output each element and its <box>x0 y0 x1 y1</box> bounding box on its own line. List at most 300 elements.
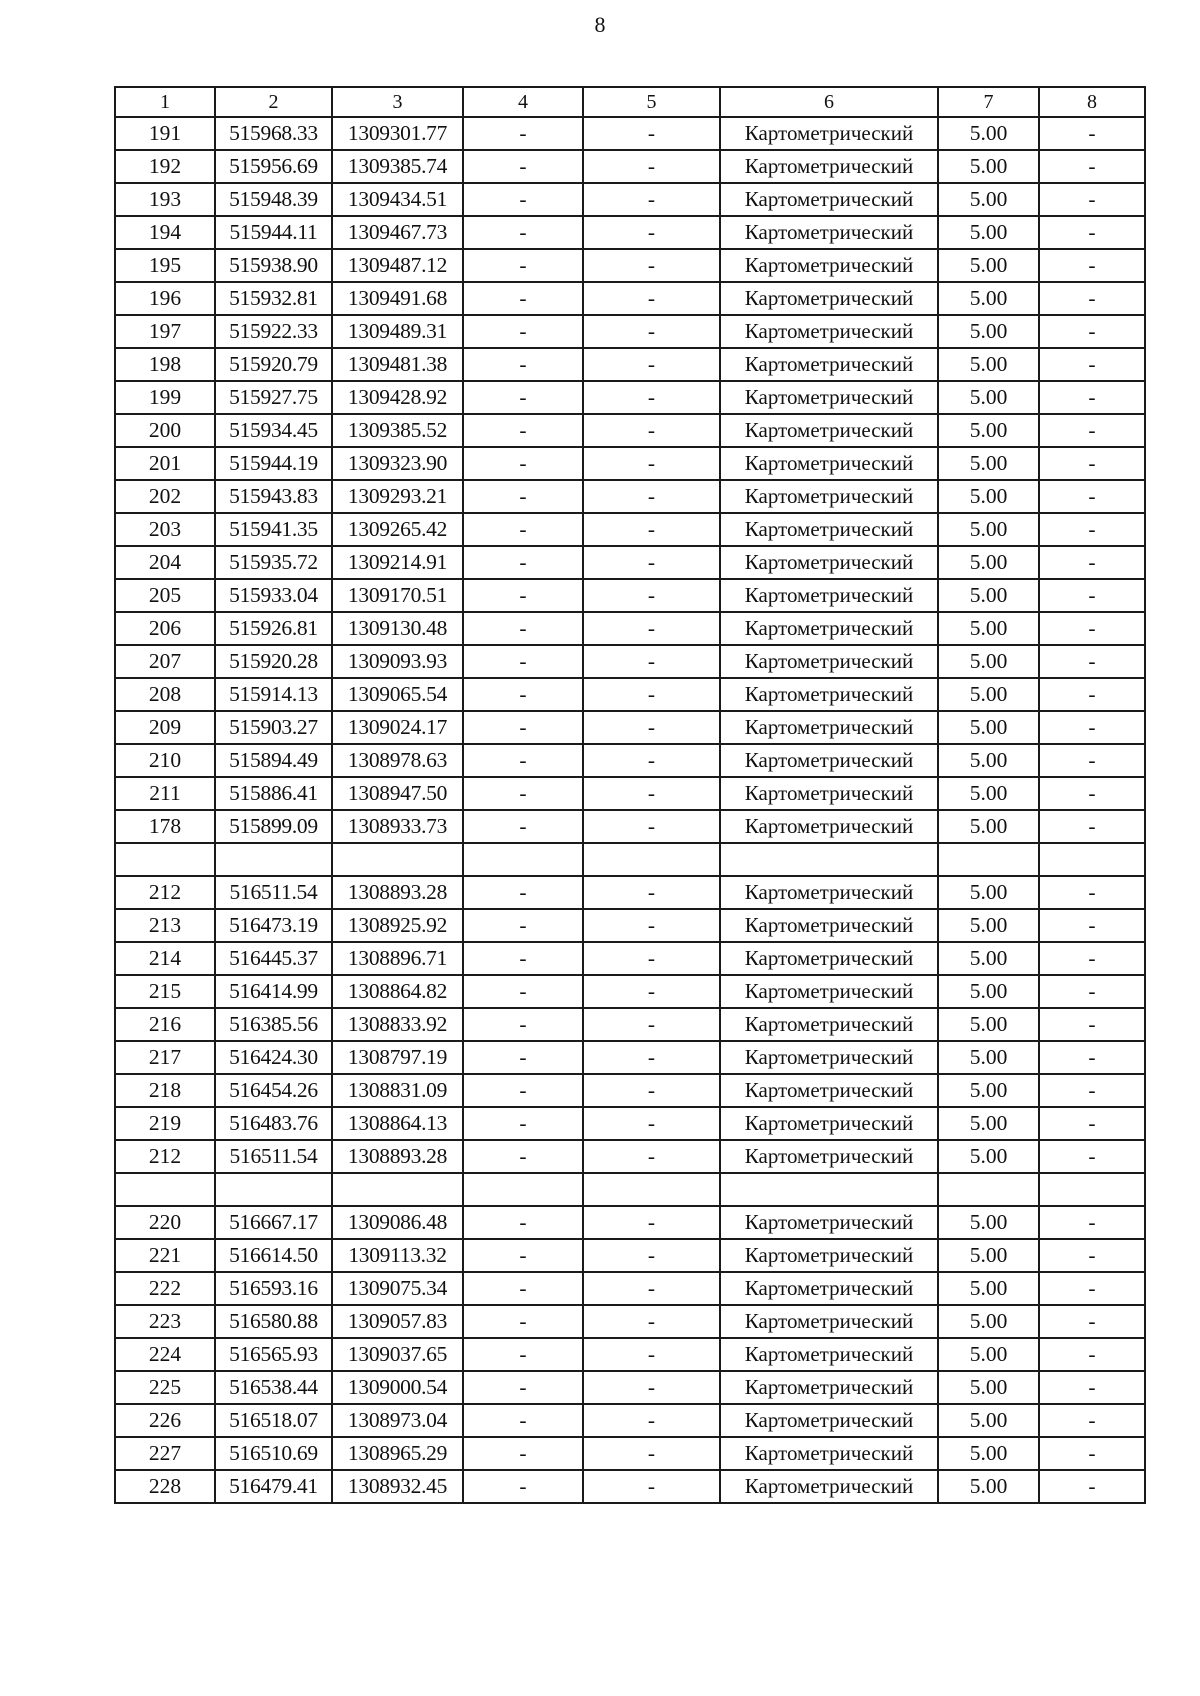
col5-cell: - <box>583 711 720 744</box>
col8-cell: - <box>1039 216 1145 249</box>
accuracy-cell: 5.00 <box>938 183 1039 216</box>
x-coordinate-cell: 516518.07 <box>215 1404 332 1437</box>
accuracy-cell: 5.00 <box>938 348 1039 381</box>
method-cell: Картометрический <box>720 711 938 744</box>
point-number-cell: 191 <box>115 117 215 150</box>
col4-cell: - <box>463 1008 583 1041</box>
point-number-cell: 207 <box>115 645 215 678</box>
col8-cell: - <box>1039 1404 1145 1437</box>
table-row <box>115 975 1145 1008</box>
method-cell: Картометрический <box>720 249 938 282</box>
point-number-cell: 218 <box>115 1074 215 1107</box>
point-number-cell: 221 <box>115 1239 215 1272</box>
y-coordinate-cell: 1309481.38 <box>332 348 463 381</box>
y-coordinate-cell: 1309214.91 <box>332 546 463 579</box>
header-cell: 1 <box>115 87 215 117</box>
col4-cell: - <box>463 216 583 249</box>
x-coordinate-cell: 515920.28 <box>215 645 332 678</box>
table-row <box>115 1305 1145 1338</box>
accuracy-cell: 5.00 <box>938 249 1039 282</box>
y-coordinate-cell: 1309491.68 <box>332 282 463 315</box>
accuracy-cell: 5.00 <box>938 1074 1039 1107</box>
accuracy-cell: 5.00 <box>938 1371 1039 1404</box>
accuracy-cell <box>938 1173 1039 1206</box>
accuracy-cell: 5.00 <box>938 1041 1039 1074</box>
col4-cell: - <box>463 414 583 447</box>
col8-cell: - <box>1039 150 1145 183</box>
point-number-cell: 204 <box>115 546 215 579</box>
col5-cell: - <box>583 1338 720 1371</box>
table-row <box>115 348 1145 381</box>
table-row <box>115 1206 1145 1239</box>
y-coordinate-cell: 1309086.48 <box>332 1206 463 1239</box>
x-coordinate-cell: 515926.81 <box>215 612 332 645</box>
x-coordinate-cell: 516424.30 <box>215 1041 332 1074</box>
table-row <box>115 513 1145 546</box>
table-row <box>115 711 1145 744</box>
col4-cell: - <box>463 777 583 810</box>
accuracy-cell: 5.00 <box>938 909 1039 942</box>
col5-cell: - <box>583 1239 720 1272</box>
table-row <box>115 1404 1145 1437</box>
col5-cell: - <box>583 1206 720 1239</box>
point-number-cell: 219 <box>115 1107 215 1140</box>
y-coordinate-cell: 1308893.28 <box>332 1140 463 1173</box>
method-cell: Картометрический <box>720 579 938 612</box>
x-coordinate-cell: 515948.39 <box>215 183 332 216</box>
col4-cell: - <box>463 249 583 282</box>
y-coordinate-cell: 1309487.12 <box>332 249 463 282</box>
point-number-cell: 200 <box>115 414 215 447</box>
col4-cell: - <box>463 117 583 150</box>
x-coordinate-cell: 516614.50 <box>215 1239 332 1272</box>
col5-cell: - <box>583 117 720 150</box>
col4-cell: - <box>463 942 583 975</box>
y-coordinate-cell: 1308947.50 <box>332 777 463 810</box>
table-row <box>115 1371 1145 1404</box>
col4-cell: - <box>463 513 583 546</box>
point-number-cell: 192 <box>115 150 215 183</box>
col8-cell: - <box>1039 249 1145 282</box>
y-coordinate-cell: 1309323.90 <box>332 447 463 480</box>
table-row <box>115 1470 1145 1503</box>
x-coordinate-cell: 515956.69 <box>215 150 332 183</box>
accuracy-cell: 5.00 <box>938 513 1039 546</box>
x-coordinate-cell <box>215 1173 332 1206</box>
accuracy-cell: 5.00 <box>938 1404 1039 1437</box>
accuracy-cell: 5.00 <box>938 480 1039 513</box>
x-coordinate-cell: 516511.54 <box>215 876 332 909</box>
y-coordinate-cell: 1308925.92 <box>332 909 463 942</box>
point-number-cell: 209 <box>115 711 215 744</box>
x-coordinate-cell: 515922.33 <box>215 315 332 348</box>
point-number-cell: 220 <box>115 1206 215 1239</box>
col4-cell: - <box>463 480 583 513</box>
col4-cell: - <box>463 1041 583 1074</box>
col4-cell: - <box>463 546 583 579</box>
method-cell: Картометрический <box>720 1041 938 1074</box>
col5-cell: - <box>583 1272 720 1305</box>
col8-cell: - <box>1039 513 1145 546</box>
y-coordinate-cell: 1309293.21 <box>332 480 463 513</box>
method-cell: Картометрический <box>720 216 938 249</box>
col5-cell: - <box>583 1107 720 1140</box>
col8-cell: - <box>1039 348 1145 381</box>
method-cell: Картометрический <box>720 1404 938 1437</box>
point-number-cell: 178 <box>115 810 215 843</box>
table-row <box>115 1437 1145 1470</box>
col8-cell: - <box>1039 777 1145 810</box>
method-cell: Картометрический <box>720 1272 938 1305</box>
table-row <box>115 183 1145 216</box>
accuracy-cell: 5.00 <box>938 315 1039 348</box>
x-coordinate-cell: 515932.81 <box>215 282 332 315</box>
y-coordinate-cell: 1309093.93 <box>332 645 463 678</box>
table-row <box>115 1239 1145 1272</box>
y-coordinate-cell: 1309037.65 <box>332 1338 463 1371</box>
point-number-cell: 206 <box>115 612 215 645</box>
method-cell: Картометрический <box>720 1074 938 1107</box>
col5-cell: - <box>583 414 720 447</box>
col4-cell: - <box>463 282 583 315</box>
col5-cell: - <box>583 315 720 348</box>
y-coordinate-cell: 1308978.63 <box>332 744 463 777</box>
col4-cell: - <box>463 909 583 942</box>
x-coordinate-cell: 516580.88 <box>215 1305 332 1338</box>
col5-cell: - <box>583 480 720 513</box>
x-coordinate-cell: 515886.41 <box>215 777 332 810</box>
col8-cell: - <box>1039 1338 1145 1371</box>
method-cell: Картометрический <box>720 1107 938 1140</box>
header-cell: 4 <box>463 87 583 117</box>
y-coordinate-cell: 1308833.92 <box>332 1008 463 1041</box>
table-row <box>115 315 1145 348</box>
col8-cell: - <box>1039 480 1145 513</box>
accuracy-cell: 5.00 <box>938 744 1039 777</box>
point-number-cell: 196 <box>115 282 215 315</box>
method-cell: Картометрический <box>720 1371 938 1404</box>
y-coordinate-cell: 1309000.54 <box>332 1371 463 1404</box>
col8-cell: - <box>1039 1074 1145 1107</box>
col8-cell: - <box>1039 744 1145 777</box>
col8-cell: - <box>1039 414 1145 447</box>
col8-cell: - <box>1039 1140 1145 1173</box>
col5-cell: - <box>583 348 720 381</box>
col4-cell <box>463 843 583 876</box>
y-coordinate-cell <box>332 843 463 876</box>
x-coordinate-cell: 516445.37 <box>215 942 332 975</box>
accuracy-cell: 5.00 <box>938 117 1039 150</box>
table-row <box>115 150 1145 183</box>
accuracy-cell: 5.00 <box>938 1107 1039 1140</box>
method-cell: Картометрический <box>720 150 938 183</box>
method-cell: Картометрический <box>720 1008 938 1041</box>
accuracy-cell: 5.00 <box>938 1008 1039 1041</box>
col5-cell: - <box>583 150 720 183</box>
x-coordinate-cell: 515944.11 <box>215 216 332 249</box>
point-number-cell: 193 <box>115 183 215 216</box>
x-coordinate-cell: 515935.72 <box>215 546 332 579</box>
point-number-cell <box>115 1173 215 1206</box>
table-row <box>115 1140 1145 1173</box>
point-number-cell: 211 <box>115 777 215 810</box>
col8-cell: - <box>1039 579 1145 612</box>
col8-cell: - <box>1039 876 1145 909</box>
col5-cell: - <box>583 216 720 249</box>
accuracy-cell: 5.00 <box>938 1470 1039 1503</box>
table-row <box>115 381 1145 414</box>
point-number-cell: 225 <box>115 1371 215 1404</box>
col8-cell: - <box>1039 1008 1145 1041</box>
accuracy-cell: 5.00 <box>938 777 1039 810</box>
table-row <box>115 942 1145 975</box>
col4-cell: - <box>463 678 583 711</box>
col5-cell: - <box>583 909 720 942</box>
x-coordinate-cell: 515943.83 <box>215 480 332 513</box>
y-coordinate-cell: 1308896.71 <box>332 942 463 975</box>
accuracy-cell: 5.00 <box>938 810 1039 843</box>
y-coordinate-cell: 1309065.54 <box>332 678 463 711</box>
table-row <box>115 1008 1145 1041</box>
x-coordinate-cell <box>215 843 332 876</box>
y-coordinate-cell: 1308893.28 <box>332 876 463 909</box>
table-row <box>115 249 1145 282</box>
x-coordinate-cell: 515944.19 <box>215 447 332 480</box>
col4-cell: - <box>463 1206 583 1239</box>
point-number-cell: 216 <box>115 1008 215 1041</box>
col5-cell: - <box>583 579 720 612</box>
col5-cell: - <box>583 282 720 315</box>
accuracy-cell: 5.00 <box>938 1305 1039 1338</box>
col4-cell: - <box>463 711 583 744</box>
header-cell: 7 <box>938 87 1039 117</box>
y-coordinate-cell: 1308864.82 <box>332 975 463 1008</box>
col5-cell: - <box>583 975 720 1008</box>
table-row <box>115 117 1145 150</box>
col4-cell <box>463 1173 583 1206</box>
table-row <box>115 744 1145 777</box>
col8-cell: - <box>1039 1239 1145 1272</box>
method-cell: Картометрический <box>720 315 938 348</box>
method-cell: Картометрический <box>720 513 938 546</box>
method-cell: Картометрический <box>720 909 938 942</box>
x-coordinate-cell: 515934.45 <box>215 414 332 447</box>
method-cell: Картометрический <box>720 348 938 381</box>
col4-cell: - <box>463 1074 583 1107</box>
accuracy-cell: 5.00 <box>938 447 1039 480</box>
col8-cell: - <box>1039 810 1145 843</box>
table-row <box>115 1107 1145 1140</box>
col5-cell: - <box>583 447 720 480</box>
col4-cell: - <box>463 183 583 216</box>
point-number-cell: 202 <box>115 480 215 513</box>
x-coordinate-cell: 515903.27 <box>215 711 332 744</box>
accuracy-cell: 5.00 <box>938 678 1039 711</box>
point-number-cell: 210 <box>115 744 215 777</box>
point-number-cell: 201 <box>115 447 215 480</box>
table-row <box>115 414 1145 447</box>
point-number-cell: 214 <box>115 942 215 975</box>
accuracy-cell: 5.00 <box>938 1239 1039 1272</box>
x-coordinate-cell: 515920.79 <box>215 348 332 381</box>
y-coordinate-cell: 1309434.51 <box>332 183 463 216</box>
method-cell: Картометрический <box>720 381 938 414</box>
col4-cell: - <box>463 612 583 645</box>
y-coordinate-cell: 1308933.73 <box>332 810 463 843</box>
method-cell: Картометрический <box>720 1437 938 1470</box>
point-number-cell: 213 <box>115 909 215 942</box>
col4-cell: - <box>463 810 583 843</box>
col8-cell: - <box>1039 645 1145 678</box>
point-number-cell: 199 <box>115 381 215 414</box>
method-cell: Картометрический <box>720 1470 938 1503</box>
table-row <box>115 876 1145 909</box>
accuracy-cell <box>938 843 1039 876</box>
table-body <box>115 87 1145 1503</box>
table-row <box>115 678 1145 711</box>
method-cell <box>720 1173 938 1206</box>
point-number-cell: 203 <box>115 513 215 546</box>
accuracy-cell: 5.00 <box>938 975 1039 1008</box>
col5-cell: - <box>583 1074 720 1107</box>
col5-cell <box>583 843 720 876</box>
table-row <box>115 579 1145 612</box>
col5-cell <box>583 1173 720 1206</box>
point-number-cell: 227 <box>115 1437 215 1470</box>
method-cell: Картометрический <box>720 744 938 777</box>
x-coordinate-cell: 515968.33 <box>215 117 332 150</box>
method-cell <box>720 843 938 876</box>
y-coordinate-cell: 1309130.48 <box>332 612 463 645</box>
table-row <box>115 909 1145 942</box>
col8-cell: - <box>1039 381 1145 414</box>
col4-cell: - <box>463 447 583 480</box>
x-coordinate-cell: 516593.16 <box>215 1272 332 1305</box>
col4-cell: - <box>463 1338 583 1371</box>
x-coordinate-cell: 515938.90 <box>215 249 332 282</box>
method-cell: Картометрический <box>720 942 938 975</box>
x-coordinate-cell: 515933.04 <box>215 579 332 612</box>
accuracy-cell: 5.00 <box>938 282 1039 315</box>
method-cell: Картометрический <box>720 414 938 447</box>
x-coordinate-cell: 516510.69 <box>215 1437 332 1470</box>
col4-cell: - <box>463 1272 583 1305</box>
point-number-cell: 194 <box>115 216 215 249</box>
col4-cell: - <box>463 1470 583 1503</box>
table-row <box>115 612 1145 645</box>
col4-cell: - <box>463 315 583 348</box>
col4-cell: - <box>463 876 583 909</box>
point-number-cell: 212 <box>115 1140 215 1173</box>
col4-cell: - <box>463 579 583 612</box>
accuracy-cell: 5.00 <box>938 381 1039 414</box>
accuracy-cell: 5.00 <box>938 711 1039 744</box>
col4-cell: - <box>463 348 583 381</box>
x-coordinate-cell: 515894.49 <box>215 744 332 777</box>
col8-cell: - <box>1039 447 1145 480</box>
col8-cell: - <box>1039 1371 1145 1404</box>
x-coordinate-cell: 516414.99 <box>215 975 332 1008</box>
col5-cell: - <box>583 1437 720 1470</box>
col4-cell: - <box>463 1437 583 1470</box>
col5-cell: - <box>583 1140 720 1173</box>
col4-cell: - <box>463 744 583 777</box>
table-row <box>115 480 1145 513</box>
col8-cell: - <box>1039 546 1145 579</box>
y-coordinate-cell: 1309024.17 <box>332 711 463 744</box>
table-row <box>115 216 1145 249</box>
col8-cell <box>1039 1173 1145 1206</box>
method-cell: Картометрический <box>720 975 938 1008</box>
accuracy-cell: 5.00 <box>938 1140 1039 1173</box>
x-coordinate-cell: 516667.17 <box>215 1206 332 1239</box>
col8-cell: - <box>1039 315 1145 348</box>
point-number-cell <box>115 843 215 876</box>
col5-cell: - <box>583 1470 720 1503</box>
x-coordinate-cell: 515927.75 <box>215 381 332 414</box>
accuracy-cell: 5.00 <box>938 876 1039 909</box>
table-row <box>115 645 1145 678</box>
col8-cell: - <box>1039 282 1145 315</box>
col4-cell: - <box>463 150 583 183</box>
header-cell: 2 <box>215 87 332 117</box>
col5-cell: - <box>583 876 720 909</box>
col5-cell: - <box>583 1041 720 1074</box>
table-row <box>115 282 1145 315</box>
point-number-cell: 197 <box>115 315 215 348</box>
col8-cell: - <box>1039 1437 1145 1470</box>
col4-cell: - <box>463 1404 583 1437</box>
x-coordinate-cell: 516483.76 <box>215 1107 332 1140</box>
point-number-cell: 223 <box>115 1305 215 1338</box>
x-coordinate-cell: 516473.19 <box>215 909 332 942</box>
accuracy-cell: 5.00 <box>938 1437 1039 1470</box>
col5-cell: - <box>583 183 720 216</box>
y-coordinate-cell: 1309057.83 <box>332 1305 463 1338</box>
method-cell: Картометрический <box>720 1338 938 1371</box>
col5-cell: - <box>583 777 720 810</box>
col4-cell: - <box>463 1107 583 1140</box>
col4-cell: - <box>463 645 583 678</box>
method-cell: Картометрический <box>720 1305 938 1338</box>
point-number-cell: 228 <box>115 1470 215 1503</box>
method-cell: Картометрический <box>720 1206 938 1239</box>
table-separator-row <box>115 843 1145 876</box>
method-cell: Картометрический <box>720 876 938 909</box>
table-header-row <box>115 87 1145 117</box>
col5-cell: - <box>583 1371 720 1404</box>
col4-cell: - <box>463 381 583 414</box>
col5-cell: - <box>583 744 720 777</box>
y-coordinate-cell: 1309170.51 <box>332 579 463 612</box>
coordinates-table <box>114 86 1146 1504</box>
col5-cell: - <box>583 1008 720 1041</box>
col8-cell: - <box>1039 1305 1145 1338</box>
col8-cell: - <box>1039 975 1145 1008</box>
point-number-cell: 205 <box>115 579 215 612</box>
y-coordinate-cell: 1308965.29 <box>332 1437 463 1470</box>
point-number-cell: 222 <box>115 1272 215 1305</box>
method-cell: Картометрический <box>720 645 938 678</box>
col5-cell: - <box>583 546 720 579</box>
point-number-cell: 198 <box>115 348 215 381</box>
accuracy-cell: 5.00 <box>938 414 1039 447</box>
col5-cell: - <box>583 678 720 711</box>
y-coordinate-cell: 1309489.31 <box>332 315 463 348</box>
table-row <box>115 1272 1145 1305</box>
y-coordinate-cell: 1309075.34 <box>332 1272 463 1305</box>
table-row <box>115 1041 1145 1074</box>
